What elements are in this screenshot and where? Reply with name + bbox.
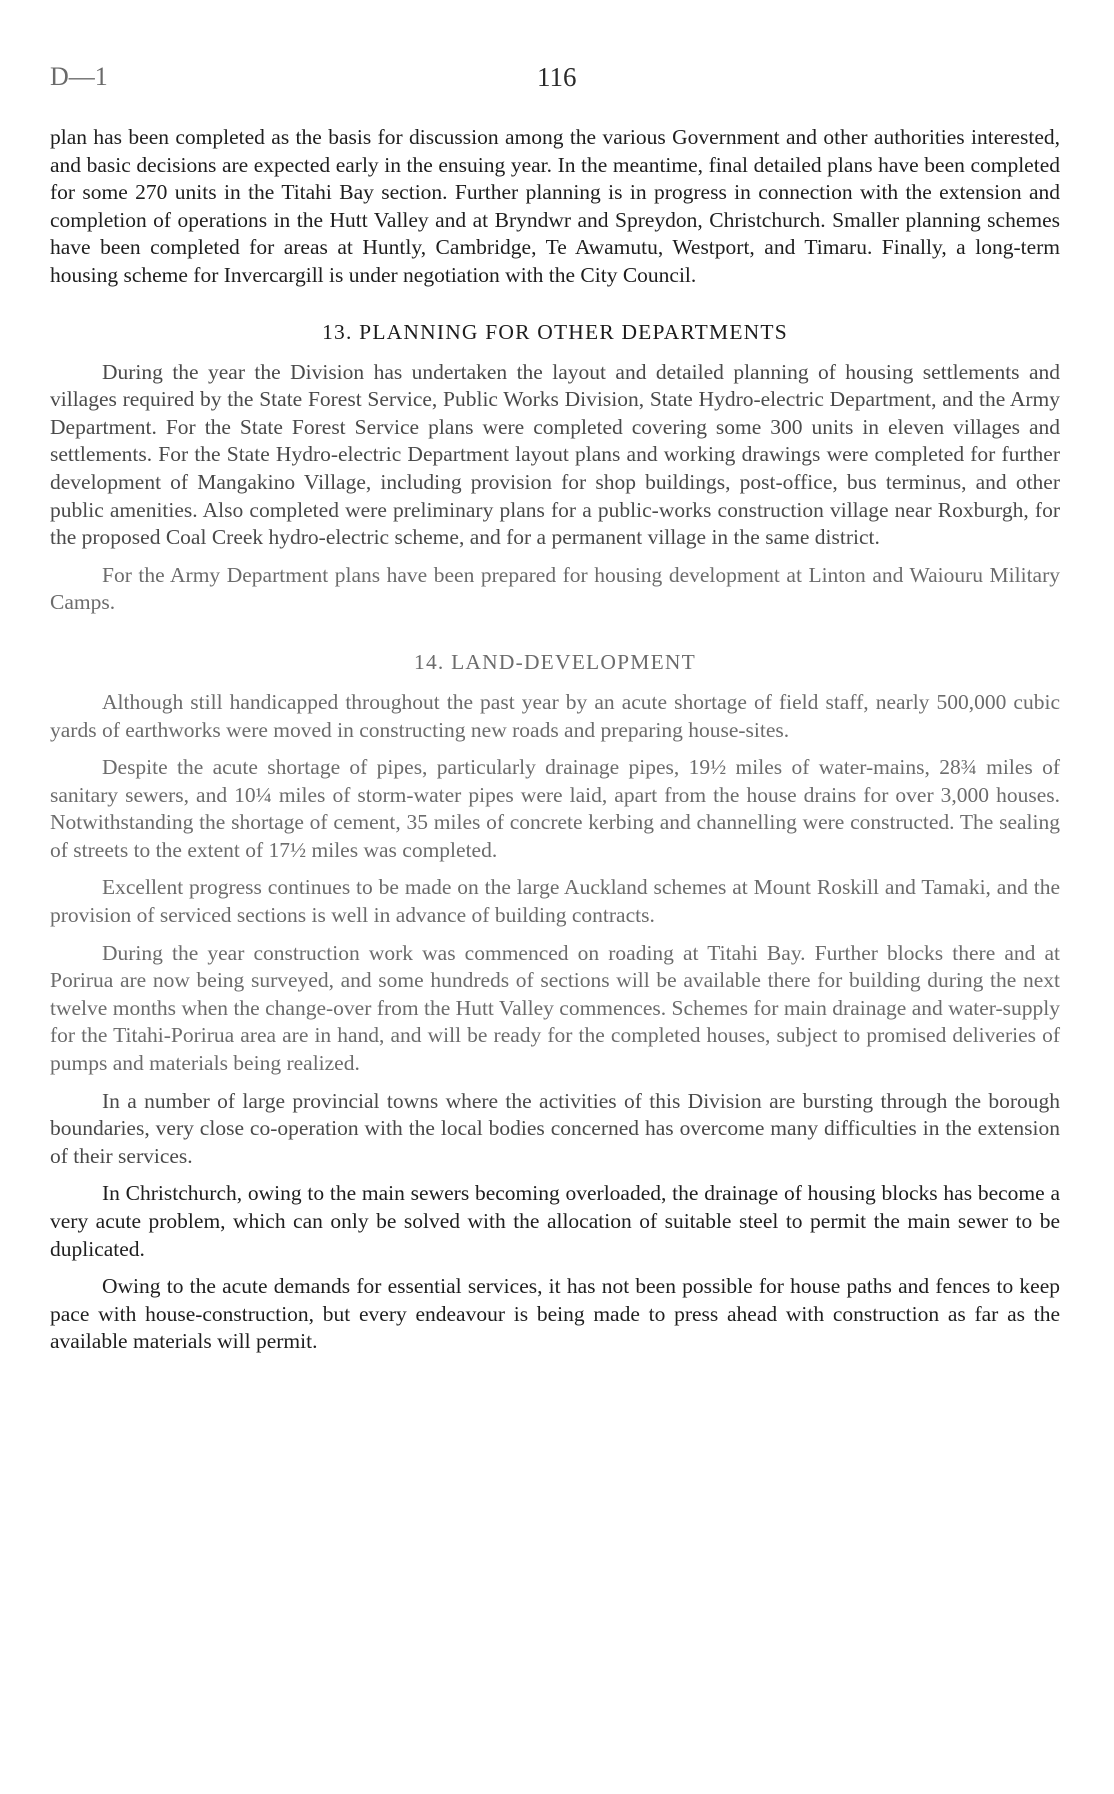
opening-paragraph: plan has been completed as the basis for discussion among the various Government and other authorities interested, and basic decisions are expected early in the ensuing year. In the meantime, final detailed plans have been completed for some 270 units in the Titahi Bay section. Further planning is in progress in connection with the extension and completion of operations in the Hutt Valley and at Bryndwr and Spreydon, Christchurch. Smaller planning schemes have been completed for areas at Huntly, Cambridge, Te Awamutu, Westport, and Timaru. Finally, a long-term housing scheme for Invercargill is under negotiation with the City Council. — [50, 125, 1060, 287]
section-14-paragraph-7: Owing to the acute demands for essential services, it has not been possible for house paths and fences to keep pace with house-construction, but every endeavour is being made to press ahead with construction as far as the available materials will permit. — [50, 1274, 1060, 1354]
page-header — [50, 62, 1060, 98]
section-13-heading: 13. PLANNING FOR OTHER DEPARTMENTS — [322, 319, 788, 344]
section-14-paragraph-2: Despite the acute shortage of pipes, particularly drainage pipes, 19½ miles of water-mains, 28¾ miles of sanitary sewers, and 10¼ miles of storm-water pipes were laid, apart from the house drains for over 3,000 houses. Notwithstanding the shortage of cement, 35 miles of concrete kerbing and channelling were constructed. The sealing of streets to the extent of 17½ miles was completed. — [50, 755, 1060, 862]
section-13-paragraph-2: For the Army Department plans have been prepared for housing development at Linton and Waiouru Military Camps. — [50, 562, 1060, 615]
section-14-paragraph-5: In a number of large provincial towns where the activities of this Division are bursting through the borough boundaries, very close co-operation with the local bodies concerned has overcome many difficulties in the extension of their services. — [50, 1088, 1060, 1168]
section-14-paragraph-4: During the year construction work was commenced on roading at Titahi Bay. Further blocks there and at Porirua are now being surveyed, and some hundreds of sections will be available there for building during the next twelve months when the change-over from the Hutt Valley commences. Schemes for main drainage and water-supply for the Titahi-Porirua area are in hand, and will be ready for the completed houses, subject to promised deliveries of pumps and materials being realized. — [50, 940, 1060, 1076]
document-body — [50, 124, 1060, 1356]
section-14-heading: 14. LAND-DEVELOPMENT — [414, 649, 696, 674]
section-13-paragraph-1: During the year the Division has undertaken the layout and detailed planning of housing settlements and villages required by the State Forest Service, Public Works Division, State Hydro-electric Department, and the Army Department. For the State Forest Service plans were completed covering some 300 units in eleven villages and settlements. For the State Hydro-electric Department layout plans and working drawings were completed for further development of Mangakino Village, including provision for shop buildings, post-office, bus terminus, and other public amenities. Also completed were preliminary plans for a public-works construction village near Roxburgh, for the proposed Coal Creek hydro-electric scheme, and for a permanent village in the same district. — [50, 359, 1060, 550]
section-14-paragraph-3: Excellent progress continues to be made on the large Auckland schemes at Mount Roskill and Tamaki, and the provision of serviced sections is well in advance of building contracts. — [50, 875, 1060, 928]
section-14-paragraph-1: Although still handicapped throughout the past year by an acute shortage of field staff, nearly 500,000 cubic yards of earthworks were moved in constructing new roads and preparing house-sites. — [50, 689, 1060, 742]
section-14-paragraph-6: In Christchurch, owing to the main sewers becoming overloaded, the drainage of housing blocks has become a very acute problem, which can only be solved with the allocation of suitable steel to permit the main sewer to be duplicated. — [50, 1181, 1060, 1261]
page-number: 116 — [537, 62, 577, 92]
document-code: D—1 — [50, 62, 108, 91]
